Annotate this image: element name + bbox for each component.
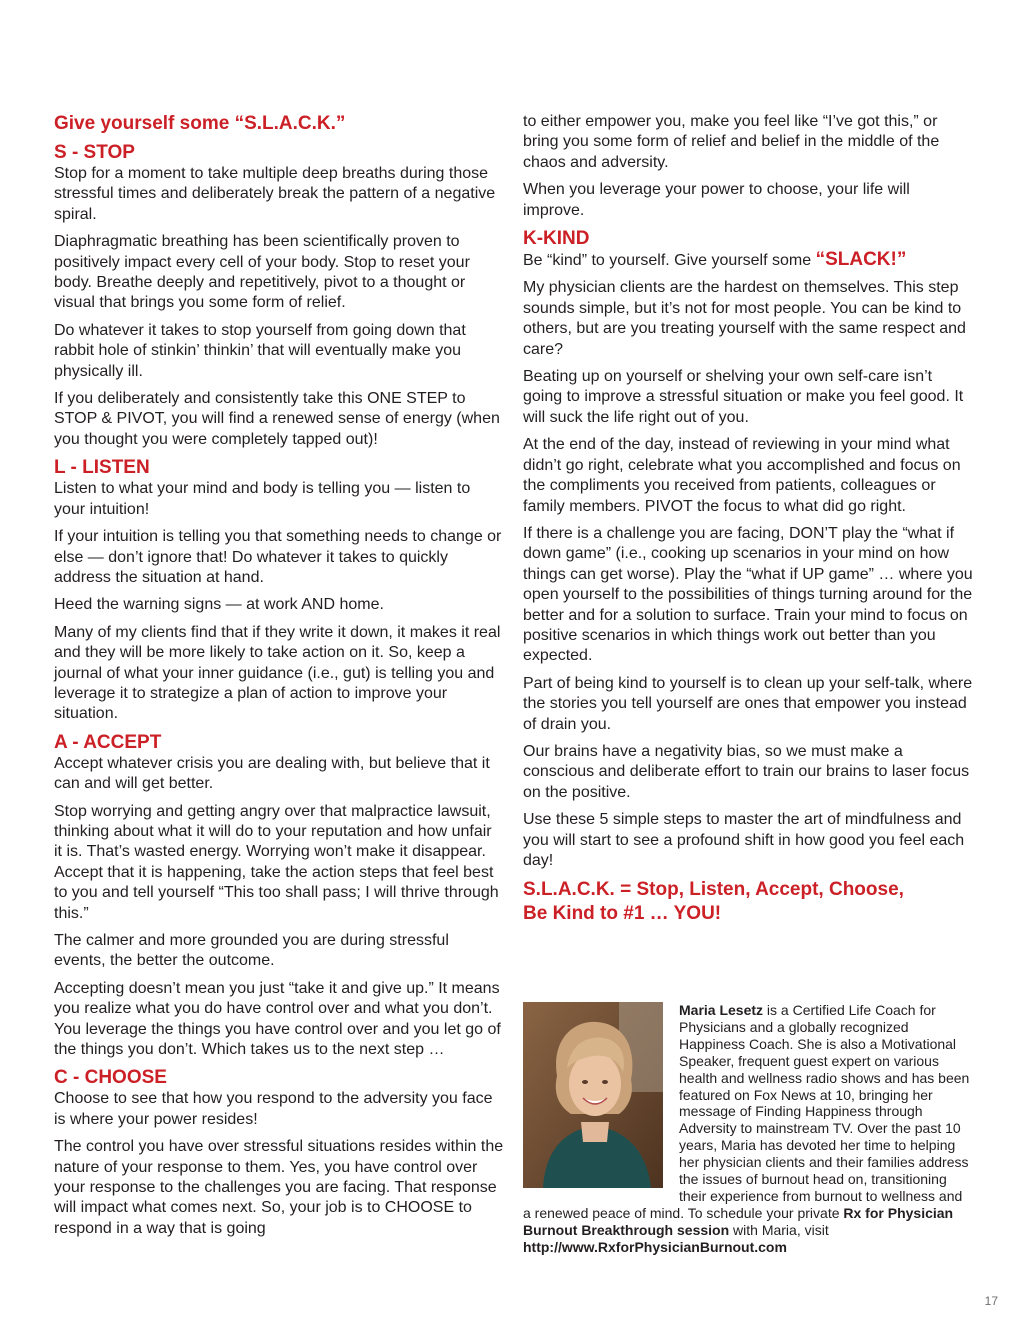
paragraph: Choose to see that how you respond to the adversity you face is where your power resides! xyxy=(54,1090,493,1128)
paragraph: Beating up on yourself or shelving your own self-care isn’t going to improve a stressful situation or make you feel good. It will suck the life right out of you. xyxy=(523,368,964,426)
section-heading-kind: K-KIND xyxy=(523,228,590,250)
bio-text: is a Certified Life Coach for Physicians and a globally recognized Happiness Coach. She is also a Motivational Speaker, frequent guest expert on various health and wellness radio shows and has been featured on Fox News at 10, bringing her message of Finding Happiness through Adversity to mainstream TV. Over the past 10 years, Maria has devoted her time to helping her physician clients and their families address the issues of burnout head on, transitioning their experience from burnout to wellness and a renewed peace of mind. To schedule your private xyxy=(523,1002,970,1221)
paragraph: At the end of the day, instead of reviewing in your mind what didn’t go right, celebrate what you accomplished and focus on the compliments you received from patients, colleagues or family members. PIVOT the focus to what did go right. xyxy=(523,436,961,515)
section-heading-accept: A - ACCEPT xyxy=(54,731,162,753)
website-link[interactable]: http://www.RxforPhysicianBurnout.com xyxy=(523,1238,787,1255)
paragraph: Accepting doesn’t mean you just “take it and give up.” It means you realize what you do have control over and what you don’t. You leverage the things you have control over and you let go of the things you don’t. Which takes us to the next step … xyxy=(54,979,501,1059)
paragraph: Accept whatever crisis you are dealing with, but believe that it can and will get better. xyxy=(54,754,490,793)
section-heading-listen: L - LISTEN xyxy=(54,457,150,479)
slack-emphasis: “SLACK!” xyxy=(815,249,907,271)
summary-line: Be Kind to #1 … YOU! xyxy=(523,903,722,925)
paragraph: If your intuition is telling you that something needs to change or else — don’t ignore that! Do whatever it takes to quickly address the situation at hand. xyxy=(54,528,502,586)
paragraph: Part of being kind to yourself is to clean up your self-talk, where the stories you tell yourself are ones that empower you instead of drain you. xyxy=(523,674,973,733)
summary-heading xyxy=(523,878,973,926)
paragraph: Diaphragmatic breathing has been scientifically proven to positively impact every cell of your body. Stop to reset your body. Breathe deeply and repetitively, pivot to a thought or visual that brings you some form of relief. xyxy=(54,233,470,312)
paragraph: to either empower you, make you feel like “I’ve got this,” or bring you some form of relief and belief in the middle of the chaos and adversity. xyxy=(523,113,940,171)
paragraph: Stop for a moment to take multiple deep breaths during those stressful times and deliberately break the pattern of a negative spiral. xyxy=(54,165,496,223)
paragraph: The control you have over stressful situations resides within the nature of your response to them. Yes, you have control over your response to the challenges you are facing. That response will impact what comes next. So, your job is to CHOOSE to respond in a way that is going xyxy=(54,1138,504,1237)
author-bio xyxy=(523,1002,973,1256)
right-column xyxy=(523,112,973,926)
paragraph: If there is a challenge you are facing, DON’T play the “what if down game” (i.e., cooking up scenarios in your mind on how things can get worse). Play the “what if UP game” … where you open yourself to the possibilities of things turning around for the better and for a solution to surface. Train your mind to focus on positive scenarios in which things work out better than you expected. xyxy=(523,524,973,665)
paragraph: Listen to what your mind and body is telling you — listen to your intuition! xyxy=(54,480,471,518)
author-photo xyxy=(523,1002,663,1188)
paragraph: If you deliberately and consistently take this ONE STEP to STOP & PIVOT, you will find a renewed sense of energy (when you thought you were completely tapped out)! xyxy=(54,390,500,448)
paragraph: The calmer and more grounded you are during stressful events, the better the outcome. xyxy=(54,932,449,970)
session-name: Rx for Physician Burnout Breakthrough session xyxy=(523,1204,954,1238)
paragraph: My physician clients are the hardest on themselves. This step sounds simple, but it’s not for most people. You can be kind to others, but are you treating yourself with the same respect and care? xyxy=(523,279,966,358)
kind-intro-text: Be “kind” to yourself. Give yourself some xyxy=(523,252,816,270)
paragraph: Many of my clients find that if they write it down, it makes it real and they will be more likely to take action on it. So, keep a journal of what your inner guidance (i.e., gut) is telling you and leverage it to strategize a plan of action to improve your situation. xyxy=(54,623,501,723)
portrait-image xyxy=(523,1002,663,1188)
paragraph: Our brains have a negativity bias, so we must make a conscious and deliberate effort to train our brains to laser focus on the positive. xyxy=(523,742,970,801)
paragraph: When you leverage your power to choose, your life will improve. xyxy=(523,181,910,219)
section-heading-choose: C - CHOOSE xyxy=(54,1067,167,1089)
paragraph: Do whatever it takes to stop yourself from going down that rabbit hole of stinkin’ thinkin’ that will eventually make you physically ill. xyxy=(54,321,466,380)
summary-line: S.L.A.C.K. = Stop, Listen, Accept, Choose, xyxy=(523,879,904,901)
paragraph: Use these 5 simple steps to master the art of mindfulness and you will start to see a profound shift in how good you feel each day! xyxy=(523,811,965,869)
paragraph: Heed the warning signs — at work AND home. xyxy=(54,596,384,614)
left-column xyxy=(54,112,504,1246)
paragraph: Stop worrying and getting angry over that malpractice lawsuit, thinking about what it will do to your reputation and how unfair it is. That’s wasted energy. Worrying won’t make it disappear. Accept that it is happening, take the action steps that feel best to you and tell yourself “This too shall pass; I will thrive through this.” xyxy=(54,802,499,922)
article-title: Give yourself some “S.L.A.C.K.” xyxy=(54,113,346,134)
section-heading-stop: S - STOP xyxy=(54,142,135,163)
page-number: 17 xyxy=(984,1294,998,1308)
author-name: Maria Lesetz xyxy=(679,1002,764,1018)
paragraph xyxy=(523,250,973,271)
bio-text: with Maria, visit xyxy=(729,1221,829,1238)
